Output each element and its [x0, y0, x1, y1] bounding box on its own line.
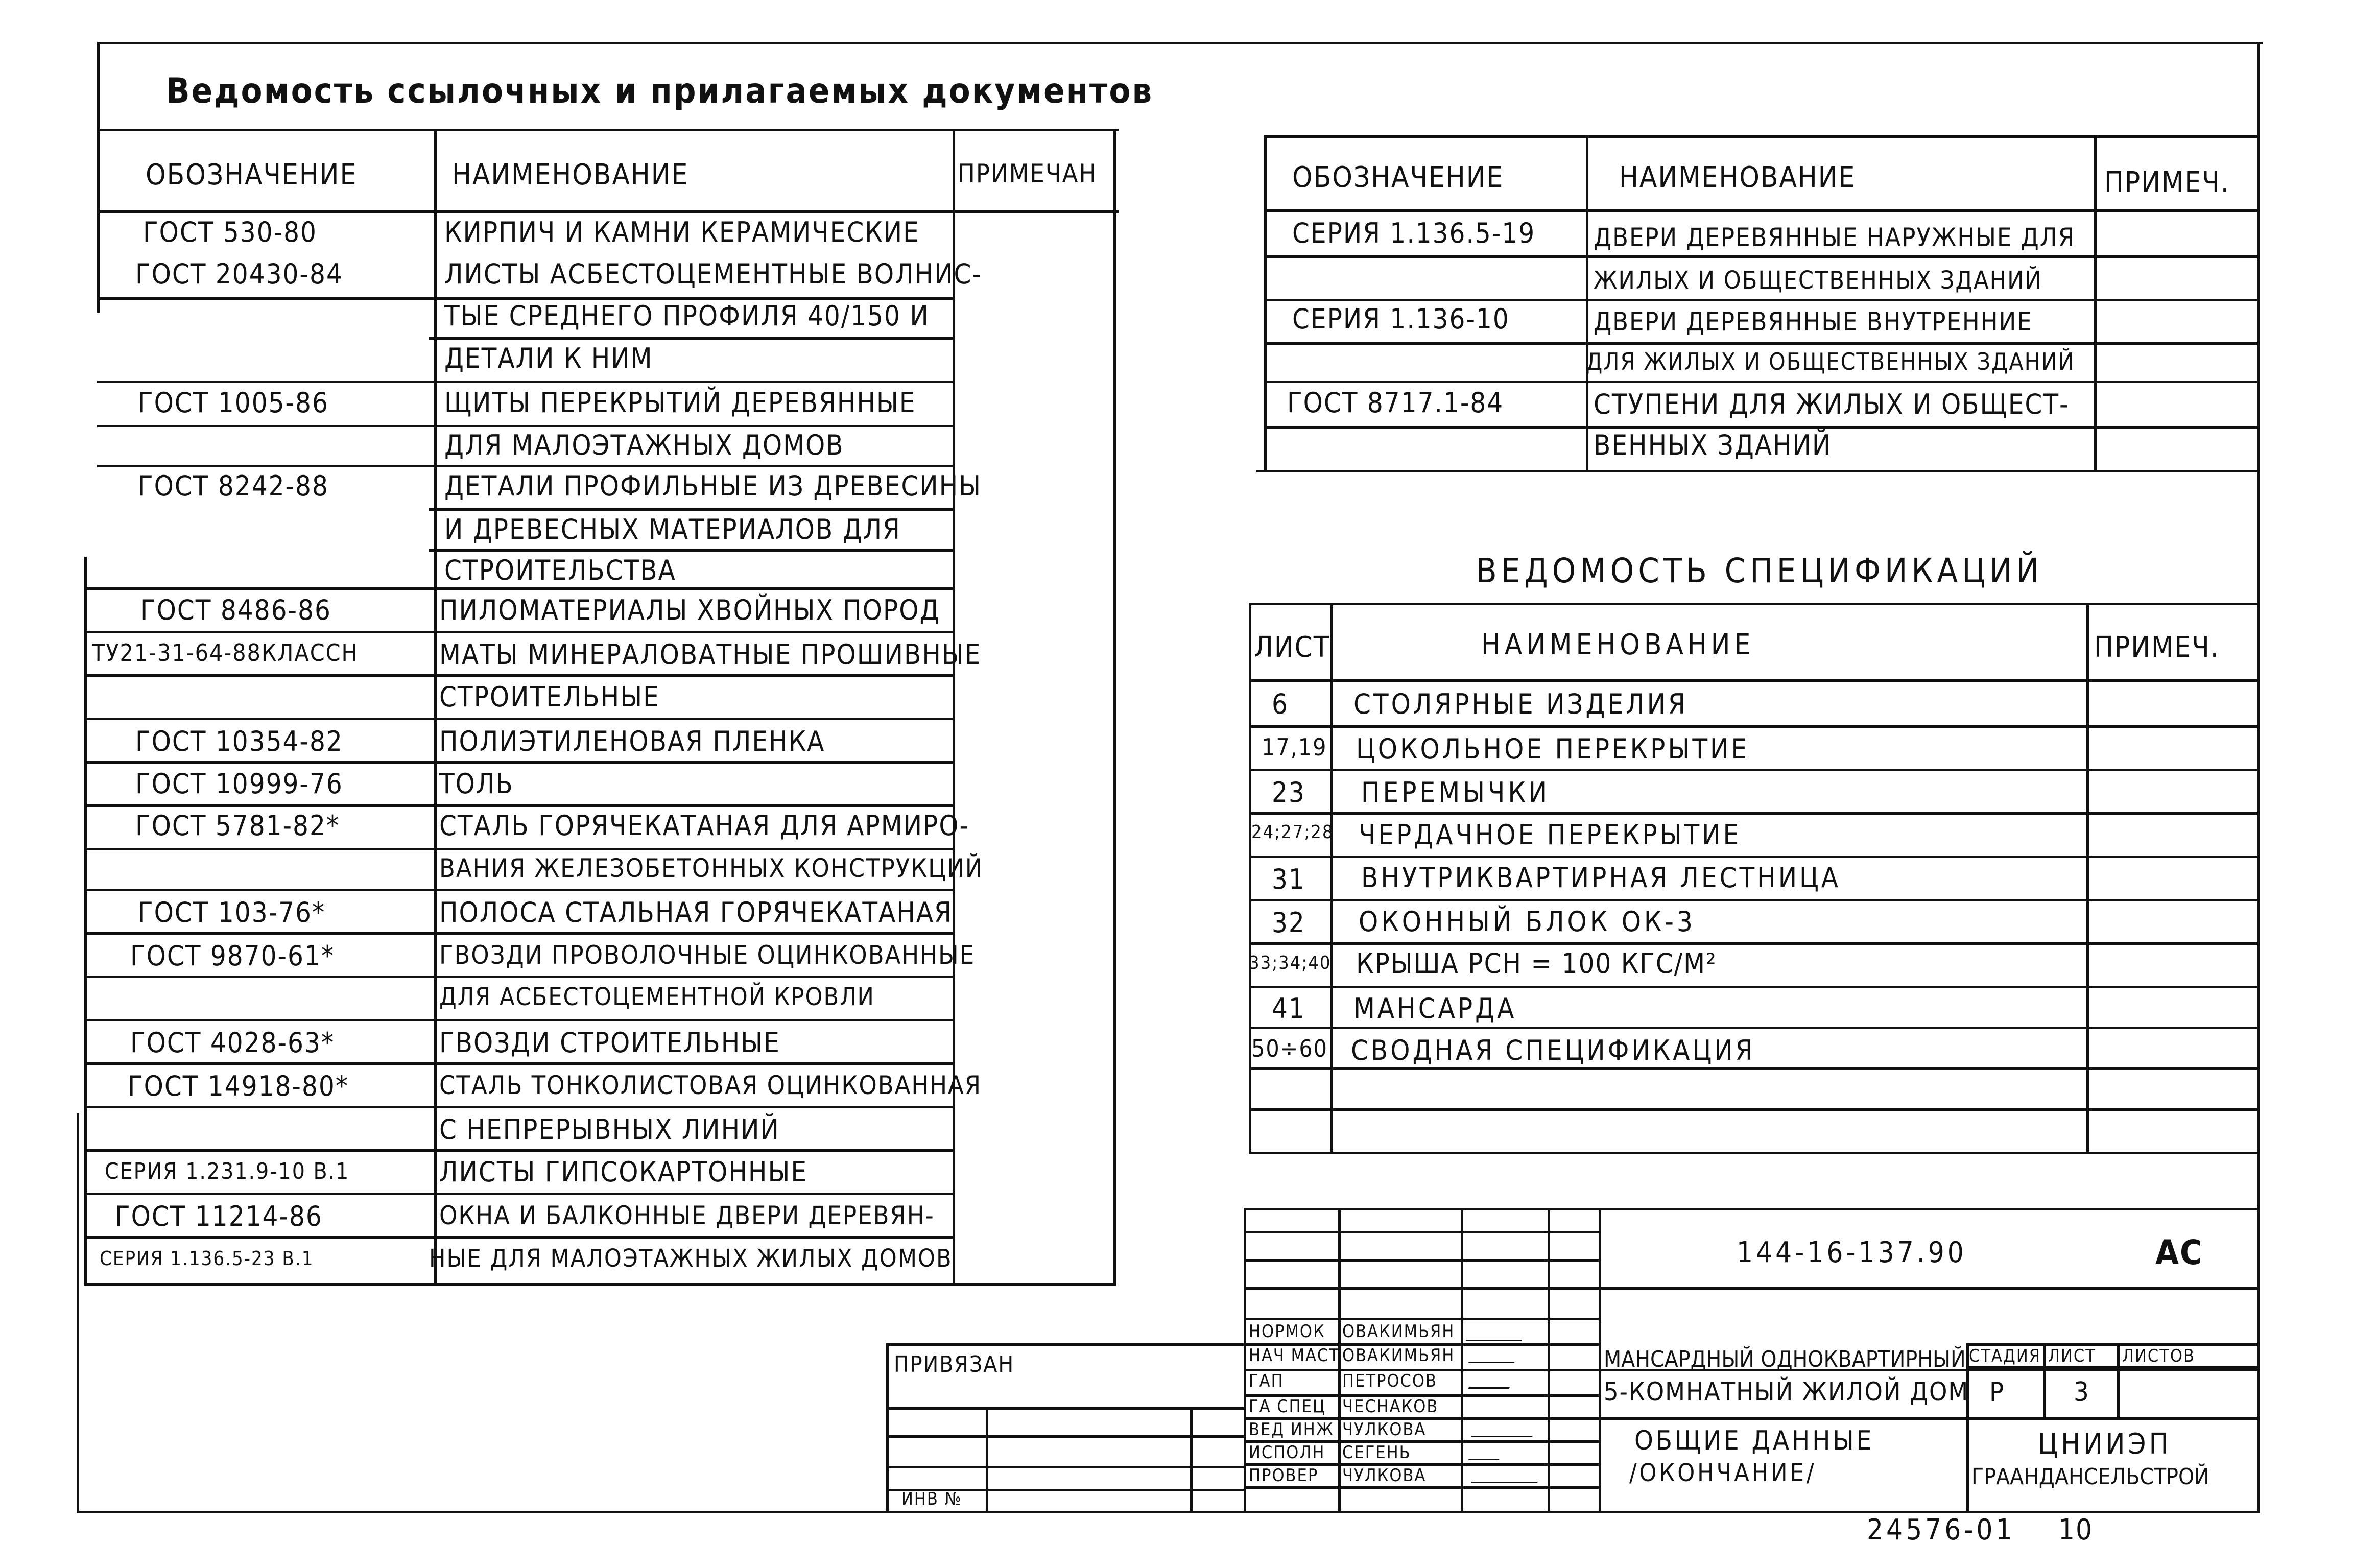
person-5: СЕГЕНЬ [1342, 1442, 1411, 1463]
spec-row-6-name: КРЫША РСН = 100 КГС/М² [1356, 947, 1717, 980]
doc-row-9-name: ПИЛОМАТЕРИАЛЫ ХВОЙНЫХ ПОРОД [439, 594, 940, 626]
doc-row-1-name: ЛИСТЫ АСБЕСТОЦЕМЕНТНЫЕ ВОЛНИС- [444, 258, 983, 290]
person-2: ПЕТРОСОВ [1342, 1371, 1437, 1391]
sheet-value: 3 [2074, 1377, 2090, 1408]
doc-row-7-name: И ДРЕВЕСНЫХ МАТЕРИАЛОВ ДЛЯ [444, 513, 901, 545]
spec-row-7-sheet: 41 [1272, 992, 1305, 1025]
spec-header-sheet: ЛИСТ [1254, 631, 1330, 664]
role-5: ИСПОЛН [1249, 1442, 1325, 1463]
project-title-2: 5-КОМНАТНЫЙ ЖИЛОЙ ДОМ [1604, 1377, 1969, 1407]
spec-row-8-name: СВОДНАЯ СПЕЦИФИКАЦИЯ [1351, 1034, 1755, 1066]
doc-row-24-code: СЕРИЯ 1.136.5-23 В.1 [100, 1247, 314, 1270]
doc-row-17-code: ГОСТ 9870-61* [130, 940, 335, 972]
doc-row-20-code: ГОСТ 14918-80* [128, 1070, 349, 1102]
doc-mark: АС [2155, 1233, 2203, 1272]
series-row-4-code: ГОСТ 8717.1-84 [1287, 387, 1504, 419]
doc-header-note: ПРИМЕЧАН [958, 159, 1098, 188]
series-row-3-name: ДЛЯ ЖИЛЫХ И ОБЩЕСТВЕННЫХ ЗДАНИЙ [1586, 348, 2075, 375]
spec-row-5-sheet: 32 [1272, 907, 1305, 939]
spec-row-6-sheet: 33;34;40 [1249, 953, 1332, 973]
doc-row-0-code: ГОСТ 530-80 [143, 216, 317, 248]
doc-row-10-name: МАТЫ МИНЕРАЛОВАТНЫЕ ПРОШИВНЫЕ [439, 638, 982, 671]
spec-row-2-name: ПЕРЕМЫЧКИ [1361, 776, 1551, 809]
doc-row-20-name: СТАЛЬ ТОНКОЛИСТОВАЯ ОЦИНКОВАННАЯ [439, 1071, 982, 1100]
sheet-label: ЛИСТ [2048, 1346, 2096, 1366]
sheet-title-2: /ОКОНЧАНИЕ/ [1629, 1459, 1817, 1487]
role-2: ГАП [1249, 1371, 1284, 1391]
signature-2 [1468, 1374, 1515, 1389]
doc-row-21-name: С НЕПРЕРЫВНЫХ ЛИНИЙ [439, 1113, 780, 1146]
role-6: ПРОВЕР [1249, 1465, 1319, 1486]
doc-row-4-name: ЩИТЫ ПЕРЕКРЫТИЙ ДЕРЕВЯННЫЕ [444, 387, 916, 419]
series-row-2-name: ДВЕРИ ДЕРЕВЯННЫЕ ВНУТРЕННИЕ [1594, 307, 2033, 337]
sheets-label: ЛИСТОВ [2122, 1346, 2195, 1366]
series-row-0-code: СЕРИЯ 1.136.5-19 [1292, 217, 1536, 249]
doc-row-15-name: ВАНИЯ ЖЕЛЕЗОБЕТОННЫХ КОНСТРУКЦИЙ [439, 853, 984, 883]
doc-row-8-name: СТРОИТЕЛЬСТВА [444, 554, 676, 586]
series-row-1-name: ЖИЛЫХ И ОБЩЕСТВЕННЫХ ЗДАНИЙ [1594, 266, 2042, 295]
stage-label: СТАДИЯ [1969, 1346, 2041, 1366]
series-header-note: ПРИМЕЧ. [2104, 166, 2230, 199]
page-number: 10 [2058, 1513, 2094, 1547]
signature-4 [1468, 1445, 1505, 1460]
spec-row-0-name: СТОЛЯРНЫЕ ИЗДЕЛИЯ [1353, 688, 1688, 720]
doc-header-designation: ОБОЗНАЧЕНИЕ [146, 158, 358, 192]
doc-row-6-code: ГОСТ 8242-88 [138, 470, 329, 502]
signature-5 [1471, 1468, 1543, 1483]
doc-row-12-code: ГОСТ 10354-82 [135, 725, 343, 757]
doc-row-22-code: СЕРИЯ 1.231.9-10 В.1 [105, 1158, 350, 1184]
doc-row-22-name: ЛИСТЫ ГИПСОКАРТОННЫЕ [439, 1156, 808, 1188]
role-4: ВЕД ИНЖ [1249, 1419, 1334, 1440]
doc-row-2-name: ТЫЕ СРЕДНЕГО ПРОФИЛЯ 40/150 И [444, 300, 930, 332]
stage-value: Р [1989, 1377, 2005, 1408]
doc-row-14-name: СТАЛЬ ГОРЯЧЕКАТАНАЯ ДЛЯ АРМИРО- [439, 810, 970, 842]
doc-row-9-code: ГОСТ 8486-86 [140, 594, 331, 626]
person-0: ОВАКИМЬЯН [1342, 1321, 1455, 1342]
signature-0 [1465, 1325, 1527, 1341]
role-1: НАЧ МАСТ [1249, 1345, 1340, 1366]
doc-row-23-name: ОКНА И БАЛКОННЫЕ ДВЕРИ ДЕРЕВЯН- [439, 1201, 935, 1230]
doc-row-3-name: ДЕТАЛИ К НИМ [444, 342, 653, 374]
doc-row-18-name: ДЛЯ АСБЕСТОЦЕМЕНТНОЙ КРОВЛИ [439, 983, 875, 1011]
spec-header-note: ПРИМЕЧ. [2094, 631, 2220, 664]
documents-table-title: Ведомость ссылочных и прилагаемых документов [166, 71, 1154, 111]
signature-3 [1471, 1422, 1538, 1437]
doc-header-name: НАИМЕНОВАНИЕ [452, 158, 689, 192]
doc-row-12-name: ПОЛИЭТИЛЕНОВАЯ ПЛЕНКА [439, 725, 825, 757]
doc-row-16-code: ГОСТ 103-76* [138, 896, 326, 929]
doc-row-5-name: ДЛЯ МАЛОЭТАЖНЫХ ДОМОВ [444, 429, 844, 461]
doc-row-24-name: НЫЕ ДЛЯ МАЛОЭТАЖНЫХ ЖИЛЫХ ДОМОВ [429, 1244, 953, 1273]
privyazan-label: ПРИВЯЗАН [894, 1351, 1015, 1377]
doc-row-16-name: ПОЛОСА СТАЛЬНАЯ ГОРЯЧЕКАТАНАЯ [439, 896, 953, 929]
spec-row-8-sheet: 50÷60 [1251, 1035, 1328, 1062]
role-3: ГА СПЕЦ [1249, 1396, 1326, 1417]
role-0: НОРМОК [1249, 1321, 1325, 1342]
doc-row-19-code: ГОСТ 4028-63* [130, 1027, 335, 1059]
spec-row-4-sheet: 31 [1272, 863, 1305, 895]
doc-row-10-code: ТУ21-31-64-88КЛАССН [92, 639, 359, 667]
doc-number: 144-16-137.90 [1737, 1236, 1967, 1269]
sheet-title-1: ОБЩИЕ ДАННЫЕ [1634, 1426, 1874, 1456]
series-header-designation: ОБОЗНАЧЕНИЕ [1292, 161, 1504, 194]
org-2: ГРААНДАНСЕЛЬСТРОЙ [1971, 1464, 2209, 1490]
signature-1 [1468, 1348, 1520, 1363]
series-row-0-name: ДВЕРИ ДЕРЕВЯННЫЕ НАРУЖНЫЕ ДЛЯ [1594, 223, 2075, 252]
project-title-1: МАНСАРДНЫЙ ОДНОКВАРТИРНЫЙ [1604, 1346, 1966, 1372]
spec-row-1-sheet: 17,19 [1262, 733, 1327, 761]
doc-row-13-code: ГОСТ 10999-76 [135, 768, 343, 800]
series-row-4-name: СТУПЕНИ ДЛЯ ЖИЛЫХ И ОБЩЕСТ- [1594, 388, 2070, 420]
doc-row-13-name: ТОЛЬ [439, 768, 514, 800]
person-1: ОВАКИМЬЯН [1342, 1345, 1455, 1366]
spec-row-4-name: ВНУТРИКВАРТИРНАЯ ЛЕСТНИЦА [1361, 862, 1841, 894]
series-header-name: НАИМЕНОВАНИЕ [1619, 161, 1856, 194]
series-row-5-name: ВЕННЫХ ЗДАНИЙ [1594, 429, 1832, 461]
doc-row-17-name: ГВОЗДИ ПРОВОЛОЧНЫЕ ОЦИНКОВАННЫЕ [439, 940, 976, 970]
org-1: ЦНИИЭП [2038, 1428, 2172, 1461]
spec-row-2-sheet: 23 [1272, 776, 1305, 809]
person-3: ЧЕСНАКОВ [1342, 1396, 1439, 1417]
spec-row-3-sheet: 24;27;28 [1251, 822, 1334, 843]
spec-row-0-sheet: 6 [1272, 688, 1289, 720]
doc-row-0-name: КИРПИЧ И КАМНИ КЕРАМИЧЕСКИЕ [444, 216, 920, 248]
spec-table-title: ВЕДОМОСТЬ СПЕЦИФИКАЦИЙ [1476, 551, 2043, 590]
spec-row-7-name: МАНСАРДА [1353, 992, 1517, 1025]
spec-header-name: НАИМЕНОВАНИЕ [1481, 628, 1755, 661]
inv-label: ИНВ № [901, 1489, 962, 1509]
archive-number: 24576-01 [1867, 1513, 2015, 1547]
series-row-2-code: СЕРИЯ 1.136-10 [1292, 303, 1510, 335]
doc-row-23-code: ГОСТ 11214-86 [115, 1200, 323, 1232]
spec-row-3-name: ЧЕРДАЧНОЕ ПЕРЕКРЫТИЕ [1359, 819, 1742, 851]
spec-row-1-name: ЦОКОЛЬНОЕ ПЕРЕКРЫТИЕ [1356, 733, 1750, 765]
person-4: ЧУЛКОВА [1342, 1419, 1427, 1440]
doc-row-6-name: ДЕТАЛИ ПРОФИЛЬНЫЕ ИЗ ДРЕВЕСИНЫ [444, 470, 982, 502]
doc-row-4-code: ГОСТ 1005-86 [138, 387, 329, 419]
person-6: ЧУЛКОВА [1342, 1465, 1427, 1486]
doc-row-14-code: ГОСТ 5781-82* [135, 810, 340, 842]
doc-row-19-name: ГВОЗДИ СТРОИТЕЛЬНЫЕ [439, 1027, 780, 1059]
spec-row-5-name: ОКОННЫЙ БЛОК ОК-3 [1359, 906, 1696, 938]
doc-row-11-name: СТРОИТЕЛЬНЫЕ [439, 681, 660, 713]
doc-row-1-code: ГОСТ 20430-84 [135, 258, 343, 290]
